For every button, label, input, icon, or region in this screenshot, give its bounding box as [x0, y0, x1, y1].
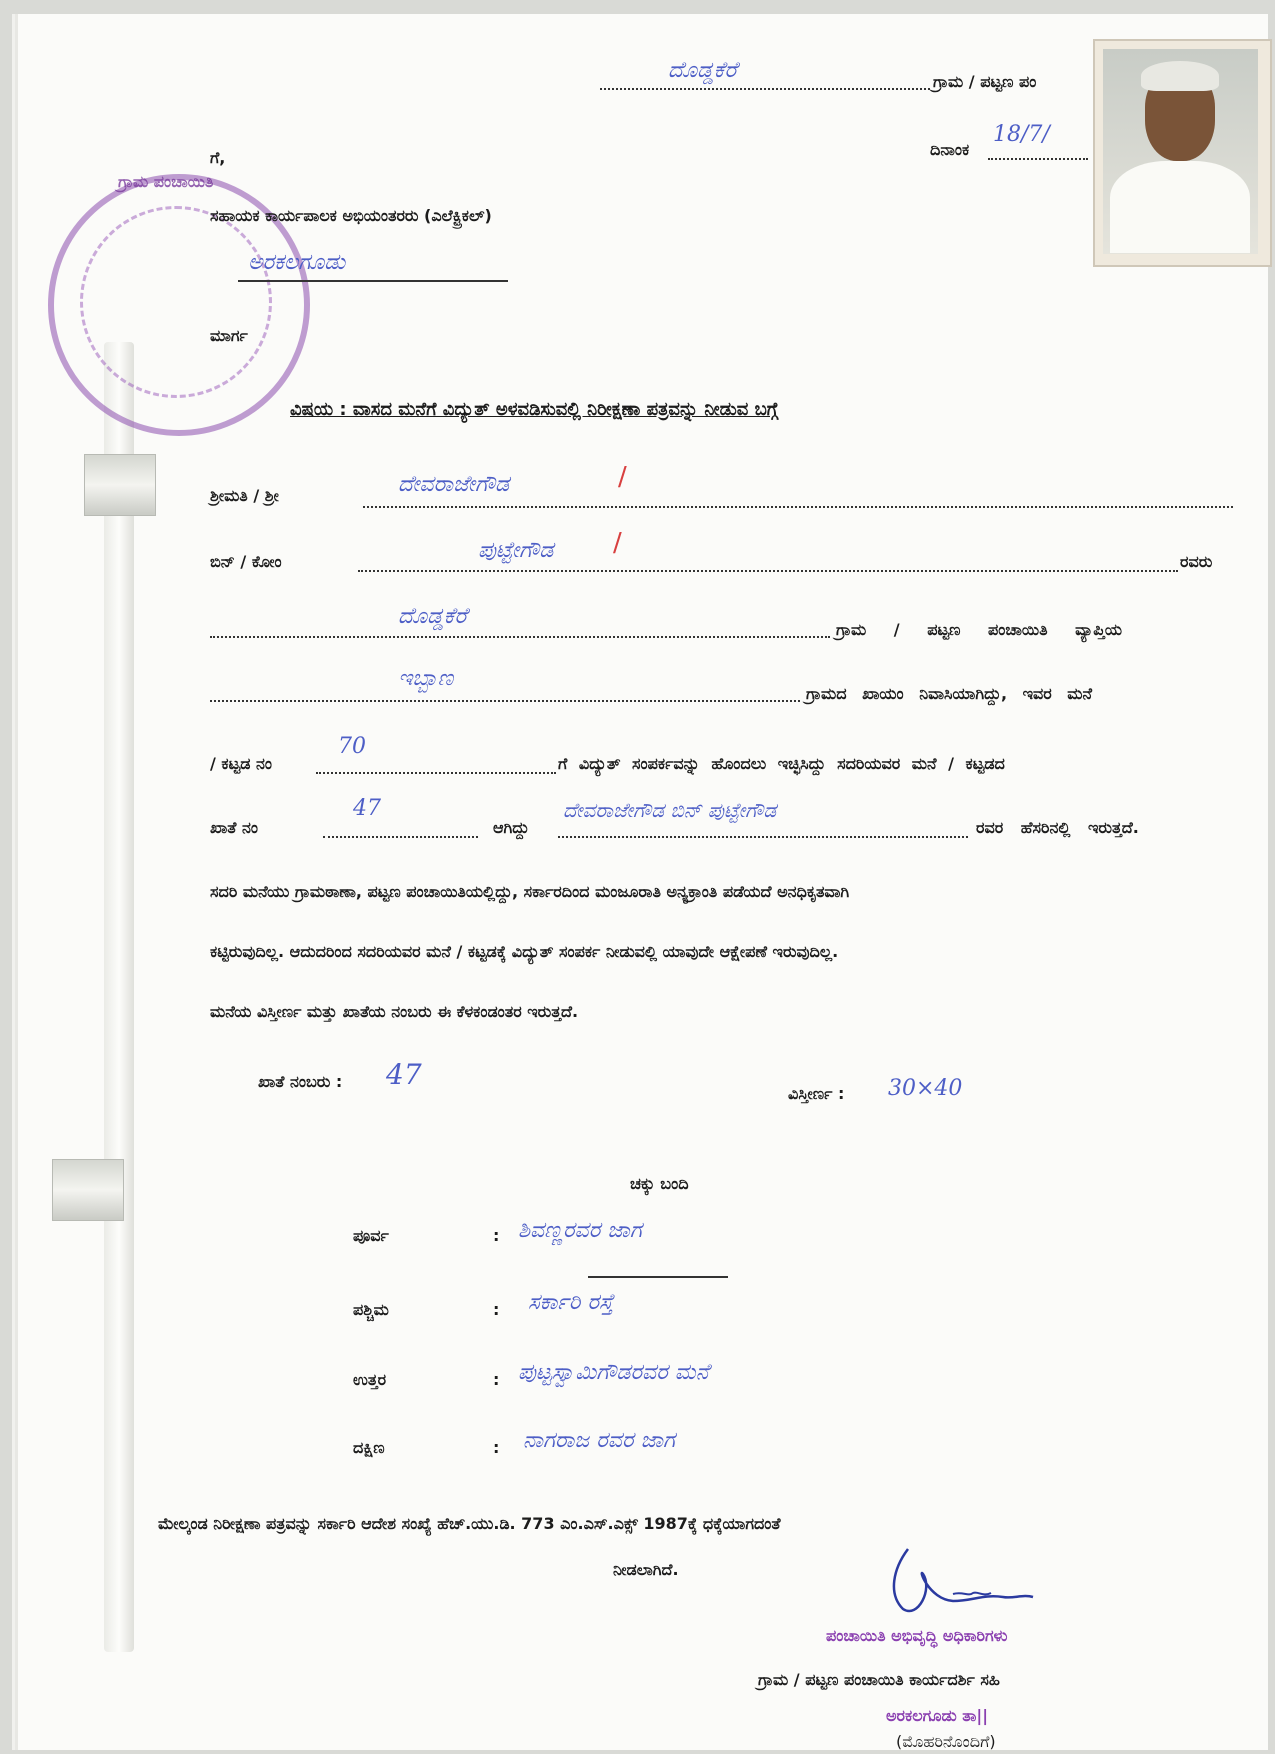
to-label: ಗೆ, — [210, 148, 226, 167]
check-mark: / — [618, 462, 627, 492]
boundary-colon: : — [493, 1226, 500, 1245]
details-khata-value: 47 — [386, 1058, 422, 1091]
binder-strip — [104, 342, 134, 1652]
date-value: 18/7/ — [993, 122, 1050, 147]
signatory-label: ಗ್ರಾಮ / ಪಟ್ಟಣ ಪಂಚಾಯಿತಿ ಕಾರ್ಯದರ್ಶಿ ಸಹಿ — [758, 1670, 1000, 1689]
details-khata-label: ಖಾತೆ ನಂಬರು : — [258, 1072, 343, 1091]
boundary-west-value: ಸರ್ಕಾರಿ ರಸ್ತೆ — [528, 1290, 614, 1315]
building-label: / ಕಟ್ಟಡ ನಂ — [210, 754, 272, 773]
signature — [873, 1539, 1053, 1629]
line5-suffix: ಗೆ ವಿದ್ಯುತ್ ಸಂಪರ್ಕವನ್ನು ಹೊಂದಲು ಇಚ್ಛಿಸಿದ್ದು ಸದರಿಯವರ ಮನೆ / ಕಟ್ಟಡದ — [558, 754, 1005, 773]
footer-line-2: ನೀಡಲಾಗಿದೆ. — [613, 1560, 679, 1579]
village-name: ದೊಡ್ಡಕೆರೆ — [398, 604, 467, 629]
boundary-north-label: ಉತ್ತರ — [353, 1370, 387, 1389]
boundaries-heading: ಚಕ್ಕು ಬಂದಿ — [630, 1174, 689, 1193]
khata-number: 47 — [353, 796, 381, 821]
boundary-west-label: ಪಶ್ಚಿಮ — [353, 1300, 389, 1319]
body-paragraph-1: ಸದರಿ ಮನೆಯು ಗ್ರಾಮಠಾಣಾ, ಪಟ್ಟಣ ಪಂಚಾಯಿತಿಯಲ್ಲಿದ್ದು, ಸರ್ಕಾರದಿಂದ ಮಂಜೂರಾತಿ ಅನ್ಯಕ್ರಾಂತಿ ಪಡೆಯದೆ ಅನಧಿಕೃತವಾಗಿ — [210, 882, 850, 901]
line2-suffix: ರವರು — [1180, 552, 1213, 571]
header-village: ದೊಡ್ಡಕೆರೆ — [668, 58, 737, 83]
binder-clip — [52, 1159, 124, 1221]
document-sheet — [18, 14, 1268, 1750]
seal-line-2: ಅರಕಲಗೂಡು ತಾ|| — [886, 1706, 989, 1725]
date-label: ದಿನಾಂಕ — [930, 140, 970, 159]
line3-suffix: ಗ್ರಾಮ / ಪಟ್ಟಣ ಪಂಚಾಯಿತಿ ವ್ಯಾಪ್ತಿಯ — [836, 620, 1123, 639]
father-label: ಬಿನ್ / ಕೋಂ — [210, 552, 282, 571]
boundary-colon: : — [493, 1438, 500, 1457]
khata-label: ಖಾತೆ ನಂ — [210, 818, 258, 837]
boundary-colon: : — [493, 1300, 500, 1319]
boundary-colon: : — [493, 1370, 500, 1389]
body-paragraph-3: ಮನೆಯ ವಿಸ್ತೀರ್ಣ ಮತ್ತು ಖಾತೆಯ ನಂಬರು ಈ ಕೆಳಕಂಡಂತರ ಇರುತ್ತದೆ. — [210, 1002, 579, 1021]
building-number: 70 — [338, 734, 366, 759]
line6-suffix: ರವರ ಹೆಸರಿನಲ್ಲಿ ಇರುತ್ತದೆ. — [976, 818, 1139, 837]
boundary-south-label: ದಕ್ಷಿಣ — [353, 1438, 385, 1457]
applicant-photo — [1093, 39, 1272, 267]
recipient-office: ಅರಕಲಗೂಡು — [248, 250, 346, 275]
office-stamp-text: ಗ್ರಾಮ ಪಂಚಾಯಿತಿ — [118, 172, 214, 191]
line4-suffix: ಗ್ರಾಮದ ಖಾಯಂ ನಿವಾಸಿಯಾಗಿದ್ದು, ಇವರ ಮನೆ — [806, 684, 1093, 703]
seal-line-1: ಪಂಚಾಯಿತಿ ಅಭಿವೃದ್ಧಿ ಅಧಿಕಾರಿಗಳು — [826, 1626, 1008, 1645]
check-mark: / — [613, 528, 622, 558]
owner-name: ದೇವರಾಜೇಗೌಡ ಬಿನ್ ಪುಟ್ಟೇಗೌಡ — [563, 798, 777, 822]
recipient-designation: ಸಹಾಯಕ ಕಾರ್ಯಪಾಲಕ ಅಭಿಯಂತರರು (ಎಲೆಕ್ಟ್ರಿಕಲ್) — [210, 206, 492, 225]
details-area-label: ವಿಸ್ತೀರ್ಣ : — [788, 1084, 845, 1103]
office-stamp-inner — [80, 206, 272, 398]
subject-line: ವಿಷಯ : ವಾಸದ ಮನೆಗೆ ವಿದ್ಯುತ್ ಅಳವಡಿಸುವಲ್ಲಿ ನಿರೀಕ್ಷಣಾ ಪತ್ರವನ್ನು ನೀಡುವ ಬಗ್ಗೆ — [290, 399, 779, 420]
boundary-north-value: ಪುಟ್ಟಸ್ವಾಮಿಗೌಡರವರ ಮನೆ — [518, 1360, 709, 1385]
boundary-east-value: ಶಿವಣ್ಣರವರ ಜಾಗ — [518, 1218, 642, 1243]
hamlet-name: ಇಬ್ಬಾಣ — [398, 666, 454, 691]
via-label: ಮಾರ್ಗ — [210, 326, 248, 345]
boundary-east-label: ಪೂರ್ವ — [353, 1226, 389, 1245]
header-village-suffix: ಗ್ರಾಮ / ಪಟ್ಟಣ ಪಂ — [933, 72, 1037, 91]
line6-mid: ಆಗಿದ್ದು — [493, 818, 530, 837]
boundary-south-value: ನಾಗರಾಜ ರವರ ಜಾಗ — [523, 1428, 675, 1453]
father-name: ಪುಟ್ಟೇಗೌಡ — [478, 538, 554, 563]
details-area-value: 30×40 — [888, 1076, 963, 1101]
seal-note: (ಮೊಹರಿನೊಂದಿಗೆ) — [896, 1732, 996, 1751]
binder-clip — [84, 454, 156, 516]
applicant-label: ಶ್ರೀಮತಿ / ಶ್ರೀ — [210, 486, 279, 505]
applicant-name: ದೇವರಾಜೇಗೌಡ — [398, 472, 510, 497]
body-paragraph-2: ಕಟ್ಟಿರುವುದಿಲ್ಲ. ಆದುದರಿಂದ ಸದರಿಯವರ ಮನೆ / ಕಟ್ಟಡಕ್ಕೆ ವಿದ್ಯುತ್ ಸಂಪರ್ಕ ನೀಡುವಲ್ಲಿ ಯಾವುದೇ ಆಕ್ಷೇಪಣೆ ಇರುವುದಿಲ್ಲ. — [210, 942, 839, 961]
footer-line-1: ಮೇಲ್ಕಂಡ ನಿರೀಕ್ಷಣಾ ಪತ್ರವನ್ನು ಸರ್ಕಾರಿ ಆದೇಶ ಸಂಖ್ಯೆ ಹೆಚ್.ಯು.ಡಿ. 773 ಎಂ.ಎಸ್.ಎಕ್ಸ್ 1987ಕ್ಕೆ ಧಕ್ಕೆಯಾಗದಂತೆ — [158, 1514, 781, 1533]
